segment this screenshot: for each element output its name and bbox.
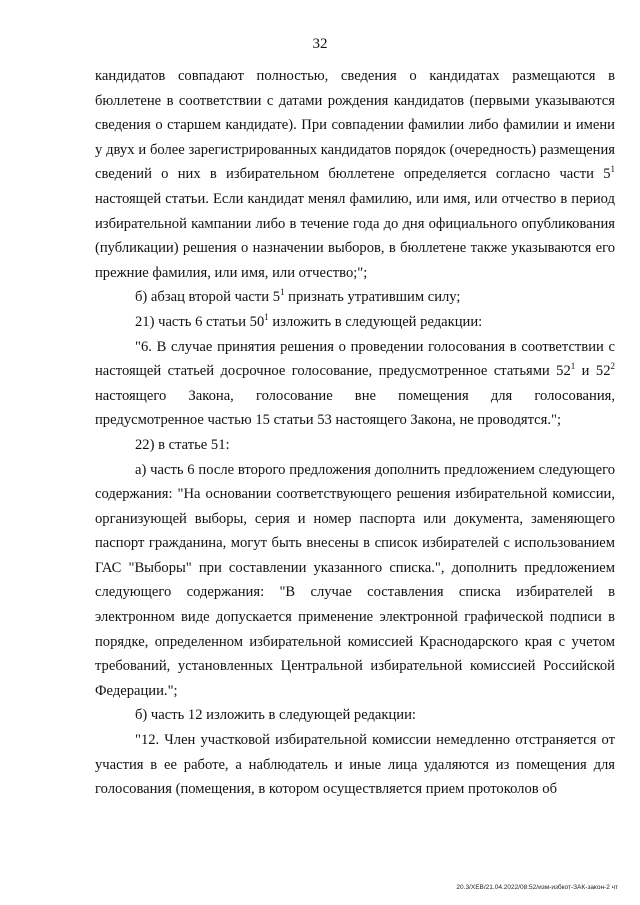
superscript: 1 [610, 164, 615, 175]
paragraph-4 [95, 335, 615, 433]
paragraph-4-text-mid: и 52 [575, 363, 611, 380]
paragraph-6: а) часть 6 после второго предложения дополнить предложением следующего содержания: "На основании соответствующего решения избирательной комиссии, организующей выборы, серия и номер паспорта или документа, заменяющего паспорт гражданина, могут быть внесены в список избирателей с использованием ГАС "Выборы" при составлении указанного списка.", дополнить предложением следующего содержания: "В случае составления списка избирателей в электронном виде допускается применение электронной графической подписи в порядке, определенном избирательной комиссией Краснодарского края с учетом требований, установленных Центральной избирательной комиссией Российской Федерации."; [95, 461, 615, 699]
paragraph-1-end: настоящей статьи. Если кандидат менял фамилию, или имя, или отчество в период избирательной кампании либо в течение года до дня официального опубликования (публикации) решения о назначении выборов, в бюллетене также указываются его прежние фамилия, или имя, или отчество;"; [95, 190, 615, 281]
paragraph-2-text-b: признать утратившим силу; [284, 289, 461, 306]
paragraph-3-text-b: изложить в следующей редакции: [268, 313, 483, 330]
paragraph-8: "12. Член участковой избирательной комиссии немедленно отстраняется от участия в ее работе, а наблюдатель и иные лица удаляются из помещения для голосования (помещения, в котором осуществляется прием протоколов об [95, 732, 615, 798]
superscript: 1 [264, 311, 269, 322]
paragraph-5: 22) в статье 51: [135, 436, 230, 453]
paragraph-7: б) часть 12 изложить в следующей редакции: [135, 707, 416, 724]
paragraph-3 [95, 310, 615, 335]
paragraph-1 [95, 64, 615, 285]
superscript: 2 [610, 361, 616, 372]
part-number: 5 [603, 166, 611, 183]
page-number: 32 [312, 36, 328, 52]
paragraph-2 [95, 285, 615, 310]
paragraph-4-text-a: "6. В случае принятия решения о проведении голосования в соответствии с настоящей статьей досрочное голосование, предусмотренное статьями 52 [95, 338, 615, 380]
footer-reference: 20.3/ХЕВ/21.04.2022/08:52/изм-избкот-ЗАК-закон-2 чт [456, 884, 618, 891]
paragraph-3-text-a: 21) часть 6 статьи 50 [135, 313, 265, 330]
superscript: 1 [570, 361, 576, 372]
document-body [95, 64, 615, 802]
paragraph-1-text: кандидатов совпадают полностью, сведения о кандидатах размещаются в бюллетене в соответствии с датами рождения кандидатов (первыми указываются сведения о старшем кандидате). При совпадении фамилии либо фамилии и имени у двух и более зарегистрированных кандидатов порядок (очередность) размещения сведений о них в избирательном бюллетене определяется согласно части [95, 68, 615, 183]
superscript: 1 [280, 287, 285, 298]
paragraph-2-text-a: б) абзац второй части 5 [135, 289, 281, 306]
paragraph-4-text-b: настоящего Закона, голосование вне помещения для голосования, предусмотренное частью 15 статьи 53 настоящего Закона, не проводятся."; [95, 387, 615, 429]
